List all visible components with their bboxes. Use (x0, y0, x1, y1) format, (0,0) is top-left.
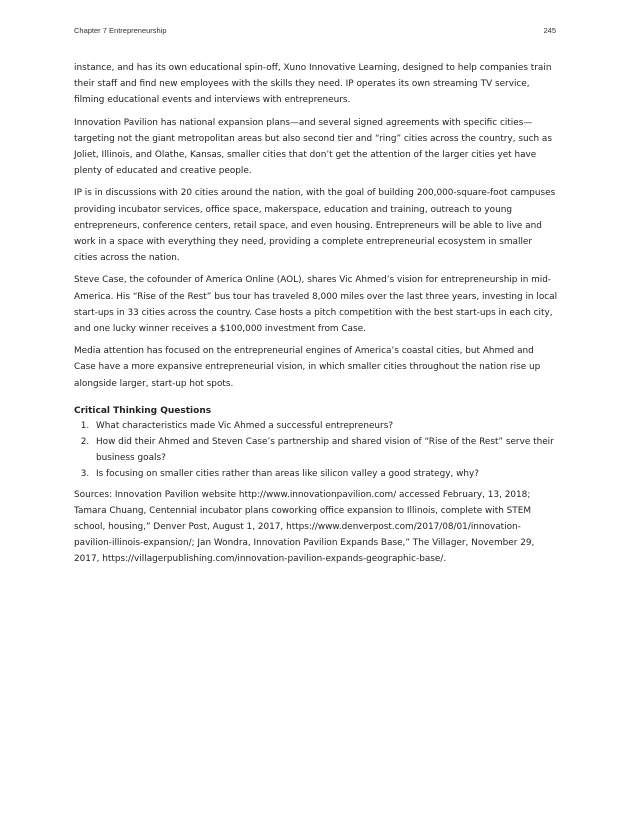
page-number: 245 (543, 26, 556, 35)
question-item: 3. Is focusing on smaller cities rather than areas like silicon valley a good strategy, why? (92, 466, 558, 482)
paragraph: Steve Case, the cofounder of America Online (AOL), shares Vic Ahmed’s vision for entrepreneurship in mid-America. His “Rise of the Rest” bus tour has traveled 8,000 miles over the last three years, investing in local start-ups in 33 cities across the country. Case hosts a pitch competition with the best start-ups in each city, and one lucky winner receives a $100,000 investment from Case. (74, 275, 558, 335)
chapter-title: Chapter 7 Entrepreneurship (74, 26, 167, 35)
question-item: 1. What characteristics made Vic Ahmed a successful entrepreneurs? (92, 418, 558, 434)
questions-list (74, 418, 558, 483)
question-item: 2. How did their Ahmed and Steven Case’s partnership and shared vision of “Rise of the Rest” serve their business goals? (92, 434, 558, 466)
paragraph: IP is in discussions with 20 cities around the nation, with the goal of building 200,000-square-foot campuses providing incubator services, office space, makerspace, education and training, outreach to young entrepreneurs, conference centers, retail space, and even housing. Entrepreneurs will be able to live and work in a space with everything they need, providing a complete entrepreneurial ecosystem in smaller cities across the nation. (74, 188, 556, 264)
running-header (74, 26, 556, 35)
paragraph: instance, and has its own educational spin-off, Xuno Innovative Learning, designed to help companies train their staff and find new employees with the skills they need. IP operates its own streaming TV service, filming educational events and interviews with entrepreneurs. (74, 63, 552, 106)
questions-heading: Critical Thinking Questions (74, 405, 212, 416)
paragraph: Innovation Pavilion has national expansion plans—and several signed agreements with specific cities—targeting not the giant metropolitan areas but also second tier and “ring” cities across the country, such as Joliet, Illinois, and Olathe, Kansas, smaller cities that don’t get the attention of the larger cities yet have plenty of educated and creative people. (74, 117, 552, 177)
sources-paragraph: Sources: Innovation Pavilion website http://www.innovationpavilion.com/ accessed February, 13, 2018; Tamara Chuang, Centennial incubator plans coworking office expansion to Illinois, complete with STEM school, housing,” Denver Post, August 1, 2017, https://www.denverpost.com/2017/08/01/innovation-pavilion-illinois-expansion/; Jan Wondra, Innovation Pavilion Expands Base,” The Villager, November 29, 2017, https://villagerpublishing.com/innovation-pavilion-expands-geographic-base/. (74, 489, 535, 565)
paragraph: Media attention has focused on the entrepreneurial engines of America’s coastal cities, but Ahmed and Case have a more expansive entrepreneurial vision, in which smaller cities throughout the nation rise up alongside larger, start-up hot spots. (74, 346, 541, 389)
body-text (74, 60, 558, 574)
